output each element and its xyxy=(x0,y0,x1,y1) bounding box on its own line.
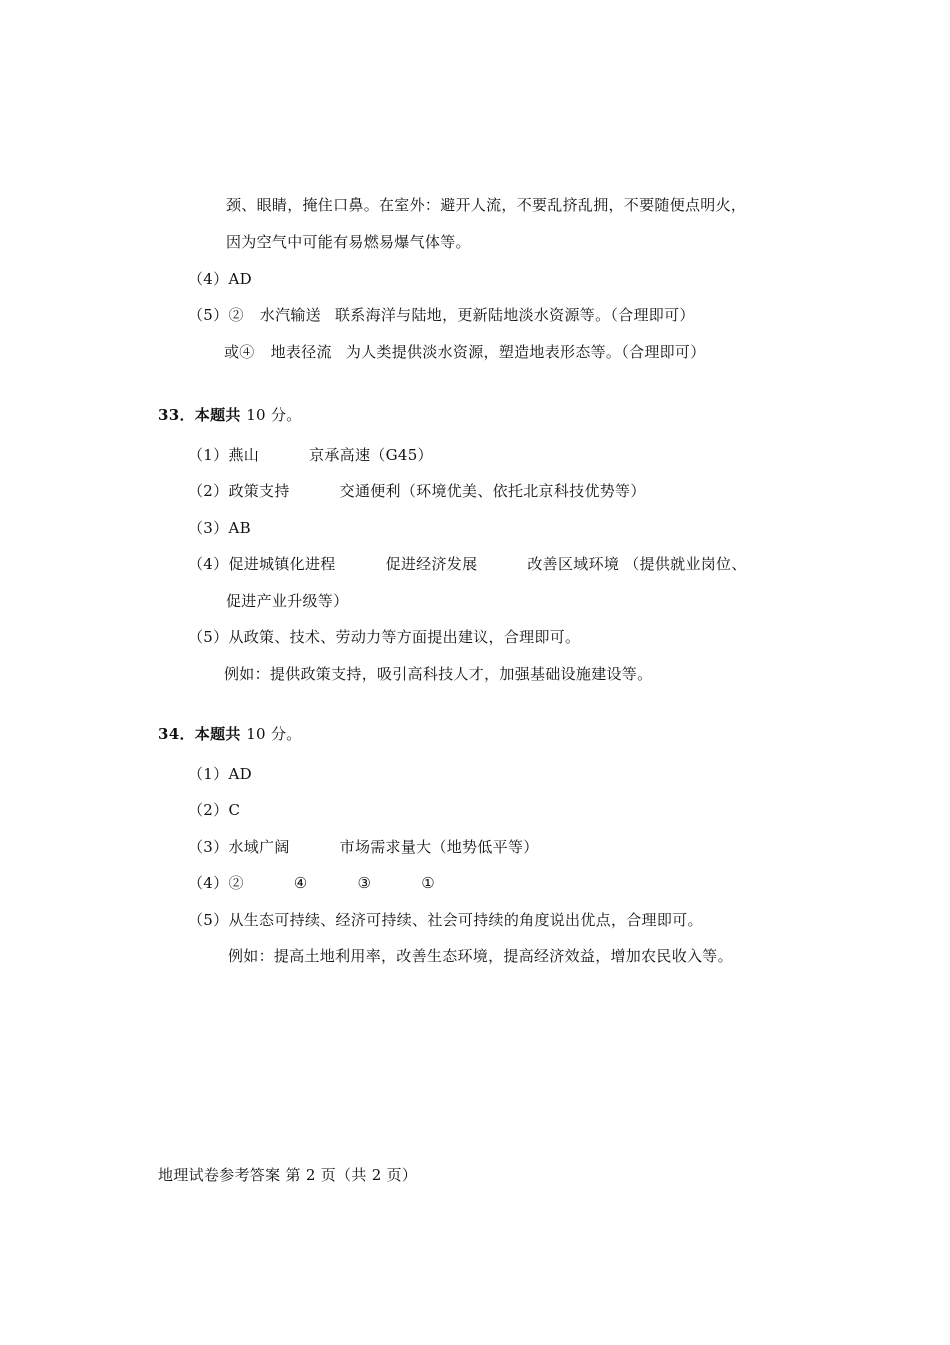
question-score: 10 分。 xyxy=(246,725,302,743)
page-footer: 地理试卷参考答案 第 2 页（共 2 页） xyxy=(158,1166,418,1184)
part-label: （3） xyxy=(188,519,229,537)
question-title: 本题共 xyxy=(194,406,241,424)
q34-heading xyxy=(158,724,302,744)
answer-b: 京承高速（G45） xyxy=(309,446,433,464)
q33-part-5 xyxy=(188,627,580,647)
part-label: （4） xyxy=(188,874,229,892)
answer-c: 改善区域环境 （提供就业岗位、 xyxy=(527,555,747,573)
answer-b: 市场需求量大（地势低平等） xyxy=(339,838,539,856)
q32-continuation-line-1: 颈、眼睛，掩住口鼻。在室外：避开人流，不要乱挤乱拥，不要随便点明火， xyxy=(226,196,747,214)
option-description: 联系海洋与陆地，更新陆地淡水资源等。（合理即可） xyxy=(334,306,695,324)
sequence-item-3: ③ xyxy=(357,874,372,892)
option-number: ② xyxy=(228,306,244,324)
q34-part-5-example: 例如：提高土地利用率，改善生态环境，提高经济效益，增加农民收入等。 xyxy=(228,947,733,965)
part-label: （2） xyxy=(188,482,229,500)
q33-part-3 xyxy=(188,518,251,538)
question-title: 本题共 xyxy=(194,725,241,743)
q34-part-3 xyxy=(188,837,539,857)
answer-b: 促进经济发展 xyxy=(385,555,478,573)
answer-a: 水域广阔 xyxy=(228,838,290,856)
option-name: 水汽输送 xyxy=(259,306,321,324)
answer-a: 政策支持 xyxy=(228,482,290,500)
answer-b: 交通便利（环境优美、依托北京科技优势等） xyxy=(339,482,646,500)
answer-a: 促进城镇化进程 xyxy=(228,555,336,573)
sequence-item-2: ④ xyxy=(293,874,308,892)
q33-part-1 xyxy=(188,445,433,465)
part-label: （5） xyxy=(188,306,229,324)
part-answer: C xyxy=(228,801,241,819)
part-label: （1） xyxy=(188,446,229,464)
part-answer: AD xyxy=(228,270,252,288)
part-label: （2） xyxy=(188,801,229,819)
part-label: （4） xyxy=(188,270,229,288)
q33-part-5-example: 例如：提供政策支持，吸引高科技人才，加强基础设施建设等。 xyxy=(224,665,653,683)
part-label: （5） xyxy=(188,628,229,646)
q33-part-4-continuation: 促进产业升级等） xyxy=(226,592,349,610)
part-text: 从政策、技术、劳动力等方面提出建议，合理即可。 xyxy=(228,628,581,646)
q33-heading xyxy=(158,405,302,425)
q33-part-4 xyxy=(188,554,747,574)
q32-part-4 xyxy=(188,269,252,289)
part-label: （4） xyxy=(188,555,229,573)
q34-part-2 xyxy=(188,800,240,820)
question-number: 33． xyxy=(158,406,195,424)
part-label: （5） xyxy=(188,911,229,929)
question-number: 34． xyxy=(158,725,195,743)
part-label: （1） xyxy=(188,765,229,783)
answer-a: 燕山 xyxy=(228,446,260,464)
part-label: （3） xyxy=(188,838,229,856)
q34-part-4 xyxy=(188,873,435,893)
sequence-item-1: ② xyxy=(228,874,244,892)
option-name: 地表径流 xyxy=(270,343,332,361)
sequence-item-4: ① xyxy=(421,874,436,892)
q34-part-5 xyxy=(188,910,703,930)
q33-part-2 xyxy=(188,481,646,501)
q32-continuation-line-2: 因为空气中可能有易燃易爆气体等。 xyxy=(226,233,471,251)
question-score: 10 分。 xyxy=(246,406,302,424)
q32-part-5-option-1 xyxy=(188,305,695,325)
q34-part-1 xyxy=(188,764,252,784)
part-answer: AD xyxy=(228,765,252,783)
part-text: 从生态可持续、经济可持续、社会可持续的角度说出优点，合理即可。 xyxy=(228,911,703,929)
q32-part-5-option-2 xyxy=(224,342,706,362)
or-option-number: 或④ xyxy=(224,343,255,361)
option-description: 为人类提供淡水资源，塑造地表形态等。（合理即可） xyxy=(345,343,706,361)
part-answer: AB xyxy=(228,519,251,537)
